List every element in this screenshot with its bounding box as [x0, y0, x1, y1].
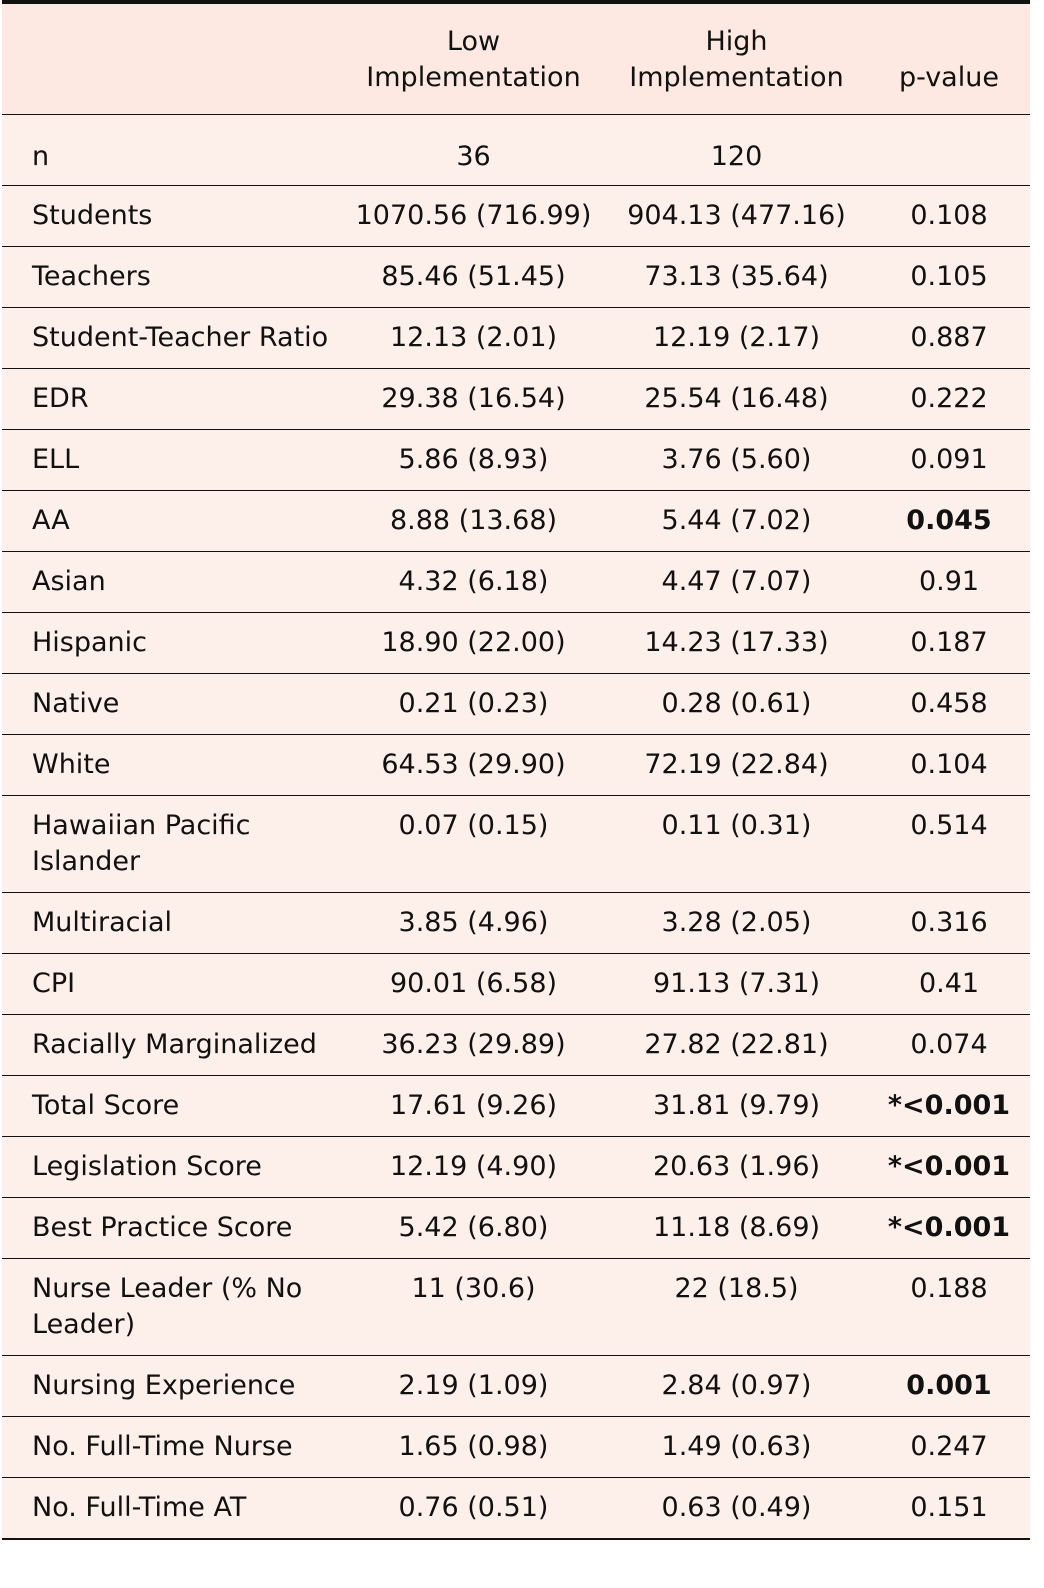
p-value: 0.41	[918, 968, 980, 999]
table-row	[2, 1137, 1030, 1198]
row-label: Hispanic	[32, 627, 148, 658]
low-implementation-value: 36.23 (29.89)	[381, 1029, 566, 1060]
p-value: *<0.001	[887, 1212, 1011, 1243]
table-row	[2, 1015, 1030, 1076]
p-value: 0.91	[918, 566, 980, 597]
high-implementation-value: 11.18 (8.69)	[652, 1212, 821, 1243]
high-implementation-value: 5.44 (7.02)	[661, 505, 812, 536]
low-implementation-value: 4.32 (6.18)	[398, 566, 549, 597]
high-implementation-value: 0.63 (0.49)	[661, 1492, 812, 1523]
header-row	[2, 2, 1030, 115]
high-implementation-value: 904.13 (477.16)	[627, 200, 846, 231]
table-row	[2, 1478, 1030, 1540]
p-value: 0.108	[910, 200, 988, 231]
high-implementation-value: 22 (18.5)	[674, 1273, 799, 1304]
high-implementation-value: 72.19 (22.84)	[644, 749, 829, 780]
table-row	[2, 1259, 1030, 1356]
p-value: 0.316	[910, 907, 988, 938]
low-implementation-value: 1070.56 (716.99)	[355, 200, 592, 231]
row-label: Hawaiian Pacific Islander	[32, 810, 251, 877]
table-row	[2, 1417, 1030, 1478]
row-label: Total Score	[32, 1090, 180, 1121]
p-value: 0.222	[910, 383, 988, 414]
row-label: Asian	[32, 566, 106, 597]
p-value: 0.105	[910, 261, 988, 292]
p-value: *<0.001	[887, 1090, 1011, 1121]
low-implementation-value: 90.01 (6.58)	[389, 968, 558, 999]
low-implementation-value: 11 (30.6)	[411, 1273, 536, 1304]
low-implementation-value: 3.85 (4.96)	[398, 907, 549, 938]
low-implementation-value: 0.76 (0.51)	[398, 1492, 549, 1523]
row-label: Teachers	[32, 261, 151, 292]
low-implementation-value: 2.19 (1.09)	[398, 1370, 549, 1401]
table-row	[2, 1076, 1030, 1137]
row-label: Best Practice Score	[32, 1212, 293, 1243]
p-value: 0.104	[910, 749, 988, 780]
high-implementation-value: 25.54 (16.48)	[644, 383, 829, 414]
header-label	[2, 2, 342, 115]
high-implementation-value: 31.81 (9.79)	[652, 1090, 821, 1121]
table-row	[2, 1356, 1030, 1417]
high-implementation-value: 91.13 (7.31)	[652, 968, 821, 999]
high-implementation-value: 3.28 (2.05)	[661, 907, 812, 938]
row-label: No. Full-Time Nurse	[32, 1431, 293, 1462]
low-implementation-value: 29.38 (16.54)	[381, 383, 566, 414]
table-body	[2, 115, 1030, 1540]
row-label: White	[32, 749, 111, 780]
p-value: 0.151	[910, 1492, 988, 1523]
table-row	[2, 552, 1030, 613]
low-implementation-value: 5.86 (8.93)	[398, 444, 549, 475]
row-label: n	[32, 141, 50, 172]
high-implementation-value: 0.11 (0.31)	[661, 810, 812, 841]
row-label: Student-Teacher Ratio	[32, 322, 329, 353]
row-label: Multiracial	[32, 907, 173, 938]
row-label: Native	[32, 688, 120, 719]
high-implementation-value: 2.84 (0.97)	[661, 1370, 812, 1401]
table-row	[2, 115, 1030, 186]
p-value: 0.514	[910, 810, 988, 841]
row-label: AA	[32, 505, 70, 536]
p-value: 0.887	[910, 322, 988, 353]
p-value: 0.187	[910, 627, 988, 658]
p-value: 0.091	[910, 444, 988, 475]
table-header	[2, 2, 1030, 115]
low-implementation-value: 36	[456, 141, 491, 172]
low-implementation-value: 64.53 (29.90)	[381, 749, 566, 780]
p-value: *<0.001	[887, 1151, 1011, 1182]
table-row	[2, 186, 1030, 247]
comparison-table-container	[2, 0, 1030, 1540]
high-implementation-value: 4.47 (7.07)	[661, 566, 812, 597]
low-implementation-value: 8.88 (13.68)	[389, 505, 558, 536]
high-implementation-value: 0.28 (0.61)	[661, 688, 812, 719]
high-implementation-value: 73.13 (35.64)	[644, 261, 829, 292]
row-label: Nursing Experience	[32, 1370, 296, 1401]
p-value	[868, 115, 1030, 186]
low-implementation-value: 5.42 (6.80)	[398, 1212, 549, 1243]
high-implementation-value: 14.23 (17.33)	[644, 627, 829, 658]
high-implementation-value: 3.76 (5.60)	[661, 444, 812, 475]
high-implementation-value: 120	[710, 141, 763, 172]
high-implementation-value: 20.63 (1.96)	[652, 1151, 821, 1182]
header-p-value: p-value	[899, 62, 999, 93]
table-row	[2, 735, 1030, 796]
high-implementation-value: 27.82 (22.81)	[644, 1029, 829, 1060]
implementation-comparison-table	[2, 0, 1030, 1540]
low-implementation-value: 1.65 (0.98)	[398, 1431, 549, 1462]
row-label: Students	[32, 200, 153, 231]
table-row	[2, 796, 1030, 893]
row-label: EDR	[32, 383, 89, 414]
row-label: Racially Marginalized	[32, 1029, 317, 1060]
header-high-implementation: High Implementation	[629, 26, 844, 93]
row-label: CPI	[32, 968, 76, 999]
high-implementation-value: 12.19 (2.17)	[652, 322, 821, 353]
row-label: No. Full-Time AT	[32, 1492, 247, 1523]
table-row	[2, 613, 1030, 674]
table-row	[2, 369, 1030, 430]
row-label: ELL	[32, 444, 80, 475]
row-label: Legislation Score	[32, 1151, 262, 1182]
low-implementation-value: 12.19 (4.90)	[389, 1151, 558, 1182]
low-implementation-value: 12.13 (2.01)	[389, 322, 558, 353]
low-implementation-value: 0.07 (0.15)	[398, 810, 549, 841]
row-label: Nurse Leader (% No Leader)	[32, 1273, 303, 1340]
low-implementation-value: 0.21 (0.23)	[398, 688, 549, 719]
p-value: 0.458	[910, 688, 988, 719]
p-value: 0.001	[906, 1370, 992, 1401]
table-row	[2, 247, 1030, 308]
table-row	[2, 491, 1030, 552]
table-row	[2, 308, 1030, 369]
high-implementation-value: 1.49 (0.63)	[661, 1431, 812, 1462]
low-implementation-value: 17.61 (9.26)	[389, 1090, 558, 1121]
table-row	[2, 954, 1030, 1015]
low-implementation-value: 18.90 (22.00)	[381, 627, 566, 658]
low-implementation-value: 85.46 (51.45)	[381, 261, 566, 292]
p-value: 0.045	[906, 505, 992, 536]
header-low-implementation: Low Implementation	[366, 26, 581, 93]
table-row	[2, 674, 1030, 735]
table-row	[2, 893, 1030, 954]
p-value: 0.247	[910, 1431, 988, 1462]
table-row	[2, 1198, 1030, 1259]
p-value: 0.188	[910, 1273, 988, 1304]
table-row	[2, 430, 1030, 491]
p-value: 0.074	[910, 1029, 988, 1060]
